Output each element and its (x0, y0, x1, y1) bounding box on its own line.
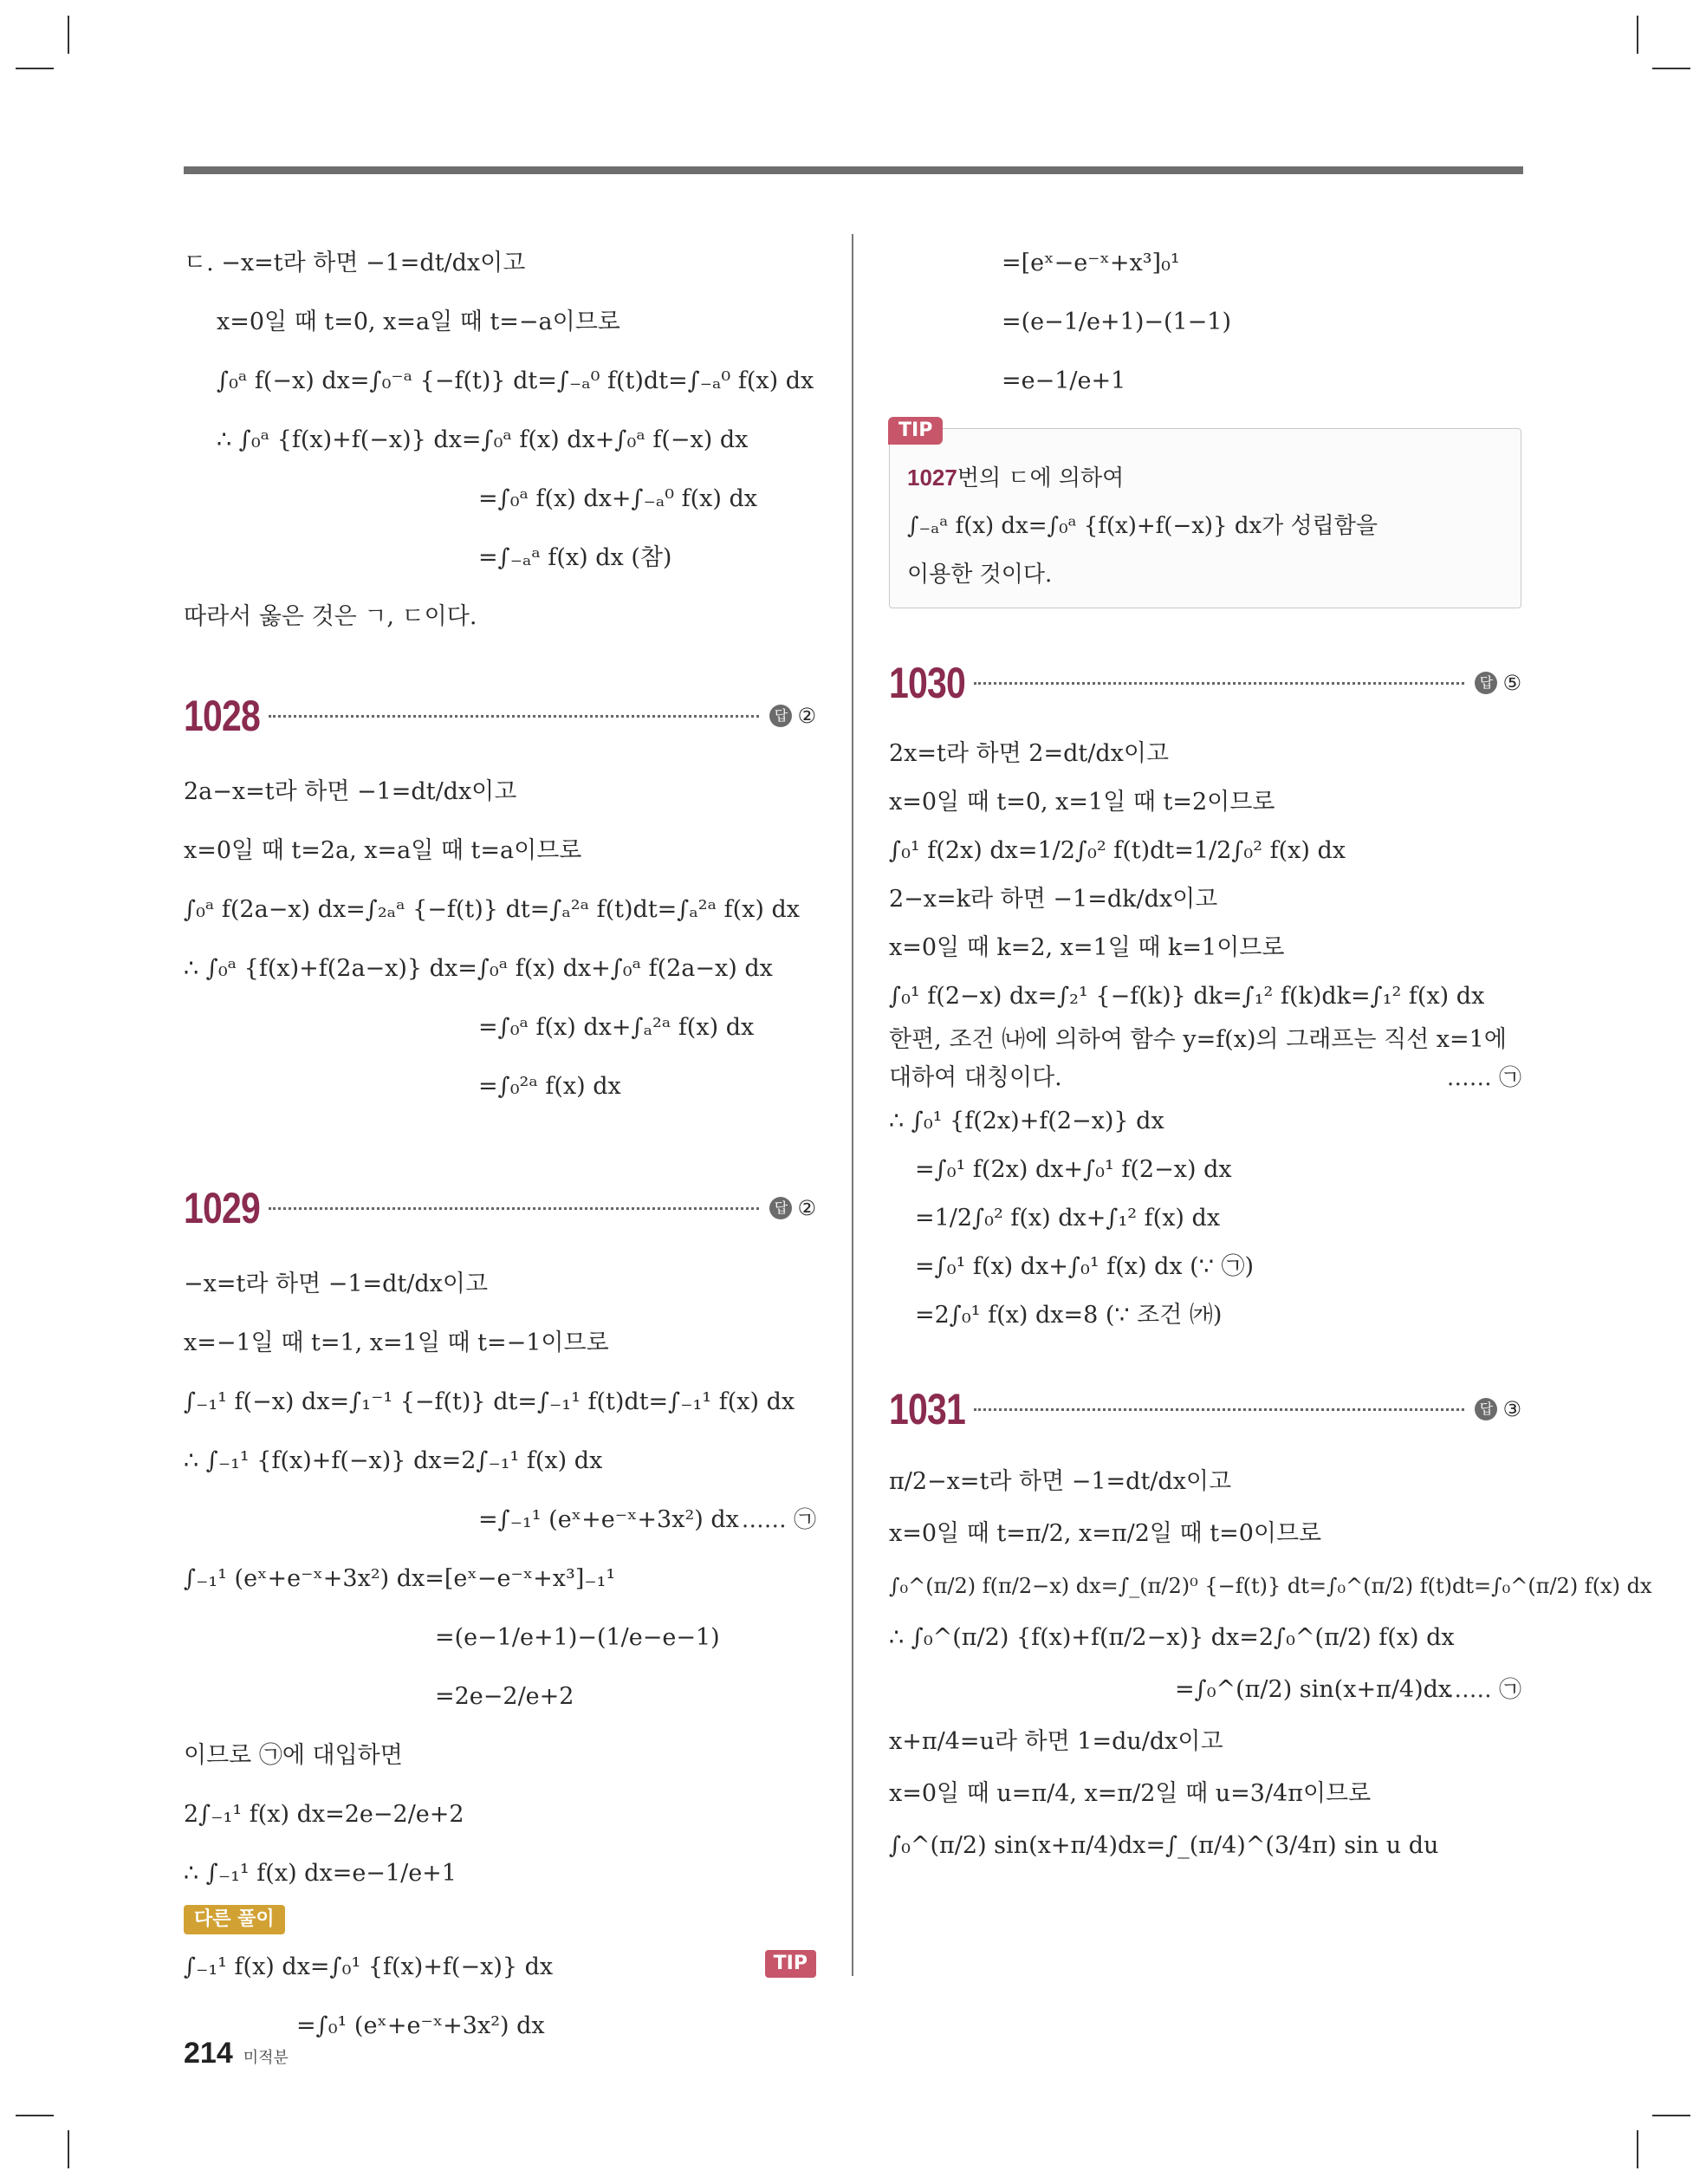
solution-line: x=0일 때 t=0, x=a일 때 t=−a이므로 (217, 309, 620, 335)
dotted-leader (974, 1408, 1464, 1411)
solution-line: =∫₀¹ f(x) dx+∫₀¹ f(x) dx (∵ ㉠) (915, 1253, 1255, 1280)
answer-value: ② (797, 1196, 816, 1220)
solution-line: =[eˣ−e⁻ˣ+x³]₀¹ (1002, 250, 1180, 276)
tip-line: 이용한 것이다. (907, 562, 1053, 588)
solution-line: ∫₀ᵃ f(2a−x) dx=∫₂ₐᵃ {−f(t)} dt=∫ₐ²ᵃ f(t)dt=∫ₐ²ᵃ f(x) dx (184, 896, 800, 923)
reference-mark: …… ㉠ (1446, 1677, 1521, 1703)
answer-value: ② (797, 704, 816, 728)
tip-line (907, 453, 1503, 502)
solution-line: ∫₀^(π/2) sin(x+π/4)dx=∫_(π/4)^(3/4π) sin u du (889, 1832, 1439, 1859)
alt-solution-badge: 다른 풀이 (184, 1905, 285, 1934)
solution-line: x=−1일 때 t=1, x=1일 때 t=−1이므로 (184, 1329, 609, 1356)
tip-text: 번의 ㄷ에 의하여 (957, 465, 1125, 491)
answer-icon: 답 (769, 1197, 792, 1219)
problem-header-1029 (184, 1177, 816, 1239)
answer-value: ③ (1502, 1397, 1521, 1421)
solution-line: 2x=t라 하면 2=dt/dx이고 (889, 740, 1169, 767)
left-column (184, 234, 816, 2056)
solution-line: ∴ ∫₀ᵃ {f(x)+f(−x)} dx=∫₀ᵃ f(x) dx+∫₀ᵃ f(−x) dx (217, 426, 749, 453)
crop-mark (68, 16, 69, 54)
reference-mark: …… ㉠ (1446, 1065, 1521, 1091)
crop-mark (1637, 16, 1638, 54)
solution-line: =∫₀²ᵃ f(x) dx (478, 1073, 621, 1100)
tip-badge: TIP (888, 417, 943, 445)
solution-line: ㄷ. −x=t라 하면 −1=dt/dx이고 (184, 250, 526, 276)
equation-text: ∫₋₁¹ f(x) dx=∫₀¹ {f(x)+f(−x)} dx (184, 1953, 554, 1980)
solution-line: 2a−x=t라 하면 −1=dt/dx이고 (184, 778, 517, 805)
crop-mark (16, 2115, 54, 2116)
solution-line: ∴ ∫₀¹ {f(2x)+f(2−x)} dx (889, 1108, 1164, 1134)
column-divider (852, 234, 853, 1976)
equation-text: =∫₀^(π/2) sin(x+π/4)dx (1175, 1676, 1452, 1703)
solution-line: ∫₀¹ f(2x) dx=1/2∫₀² f(t)dt=1/2∫₀² f(x) dx (889, 837, 1346, 864)
solution-line: x=0일 때 t=0, x=1일 때 t=2이므로 (889, 789, 1275, 816)
solution-line: x+π/4=u라 하면 1=du/dx이고 (889, 1728, 1223, 1755)
solution-line: x=0일 때 k=2, x=1일 때 k=1이므로 (889, 934, 1285, 961)
tip-reference: 1027 (907, 465, 957, 491)
solution-line: ∴ ∫₀ᵃ {f(x)+f(2a−x)} dx=∫₀ᵃ f(x) dx+∫₀ᵃ f(2a−x) dx (184, 955, 773, 982)
crop-mark (16, 68, 54, 69)
answer-value: ⑤ (1502, 671, 1521, 695)
solution-line: =∫₋ₐᵃ f(x) dx (참) (478, 544, 672, 571)
solution-line: =∫₀¹ (eˣ+e⁻ˣ+3x²) dx (296, 2012, 545, 2039)
solution-line (889, 1059, 1521, 1097)
tip-line: ∫₋ₐᵃ f(x) dx=∫₀ᵃ {f(x)+f(−x)} dx가 성립함을 (907, 513, 1378, 539)
solution-line: ∫₋₁¹ f(−x) dx=∫₁⁻¹ {−f(t)} dt=∫₋₁¹ f(t)dt=∫₋₁¹ f(x) dx (184, 1388, 795, 1415)
solution-line: 따라서 옳은 것은 ㄱ, ㄷ이다. (184, 603, 477, 630)
solution-line: 이므로 ㉠에 대입하면 (184, 1742, 403, 1769)
alt-solution-header (184, 1903, 816, 1938)
solution-line: ∴ ∫₋₁¹ f(x) dx=e−1/e+1 (184, 1860, 457, 1887)
tip-tag: TIP (765, 1950, 816, 1978)
answer-icon: 답 (769, 705, 792, 727)
crop-mark (1637, 2130, 1638, 2168)
problem-number: 1030 (889, 659, 965, 707)
problem-header-1031 (889, 1378, 1521, 1440)
reference-mark: …… ㉠ (741, 1507, 816, 1533)
problem-number: 1031 (889, 1385, 965, 1433)
dotted-leader (974, 682, 1464, 685)
problem-header-1030 (889, 652, 1521, 714)
equation-text: =∫₋₁¹ (eˣ+e⁻ˣ+3x²) dx (478, 1506, 739, 1533)
solution-line: =∫₀ᵃ f(x) dx+∫₋ₐ⁰ f(x) dx (478, 485, 758, 512)
crop-mark (1652, 2115, 1690, 2116)
header-rule (184, 166, 1523, 174)
solution-line: 2−x=k라 하면 −1=dk/dx이고 (889, 886, 1218, 913)
section-name: 미적분 (243, 2049, 289, 2067)
problem-header-1028 (184, 685, 816, 747)
solution-line: x=0일 때 t=π/2, x=π/2일 때 t=0이므로 (889, 1520, 1322, 1547)
answer-icon: 답 (1475, 672, 1497, 694)
right-column (889, 234, 1652, 1872)
solution-line: 2∫₋₁¹ f(x) dx=2e−2/e+2 (184, 1801, 464, 1828)
solution-line: ∫₀¹ f(2−x) dx=∫₂¹ {−f(k)} dk=∫₁² f(k)dk=∫₁² f(x) dx (889, 983, 1485, 1010)
solution-line (889, 1664, 1521, 1716)
equation-text: 대하여 대칭이다. (889, 1064, 1062, 1091)
solution-line: x=0일 때 u=π/4, x=π/2일 때 u=3/4π이므로 (889, 1780, 1372, 1807)
solution-line: =1/2∫₀² f(x) dx+∫₁² f(x) dx (915, 1205, 1221, 1232)
answer-icon: 답 (1475, 1398, 1497, 1420)
solution-line: ∴ ∫₋₁¹ {f(x)+f(−x)} dx=2∫₋₁¹ f(x) dx (184, 1447, 603, 1474)
dotted-leader (269, 1207, 759, 1210)
dotted-leader (269, 715, 759, 718)
solution-line: ∫₀^(π/2) f(π/2−x) dx=∫_(π/2)⁰ {−f(t)} dt=∫₀^(π/2) f(t)dt=∫₀^(π/2) f(x) dx (889, 1574, 1652, 1598)
crop-mark (1652, 68, 1690, 69)
solution-line: ∫₀ᵃ f(−x) dx=∫₀⁻ᵃ {−f(t)} dt=∫₋ₐ⁰ f(t)dt=∫₋ₐ⁰ f(x) dx (217, 367, 814, 394)
solution-line: =e−1/e+1 (1002, 367, 1126, 394)
solution-line: 한편, 조건 ㈏에 의하여 함수 y=f(x)의 그래프는 직선 x=1에 (889, 1026, 1507, 1053)
solution-line: x=0일 때 t=2a, x=a일 때 t=a이므로 (184, 837, 582, 864)
solution-line: =(e−1/e+1)−(1/e−e−1) (435, 1624, 720, 1651)
solution-line: ∫₋₁¹ (eˣ+e⁻ˣ+3x²) dx=[eˣ−e⁻ˣ+x³]₋₁¹ (184, 1565, 616, 1592)
tip-box (889, 419, 1521, 608)
page-footer (184, 2037, 289, 2070)
solution-line: ∴ ∫₀^(π/2) {f(x)+f(π/2−x)} dx=2∫₀^(π/2) f(x) dx (889, 1624, 1455, 1651)
solution-line (184, 1938, 816, 1997)
problem-number: 1029 (184, 1184, 260, 1232)
solution-line: =(e−1/e+1)−(1−1) (1002, 309, 1232, 335)
problem-number: 1028 (184, 692, 260, 740)
solution-line (184, 1491, 816, 1550)
solution-line: =∫₀¹ f(2x) dx+∫₀¹ f(2−x) dx (915, 1156, 1232, 1183)
crop-mark (68, 2130, 69, 2168)
page-number: 214 (184, 2037, 233, 2070)
solution-line: =2e−2/e+2 (435, 1683, 574, 1710)
solution-line: −x=t라 하면 −1=dt/dx이고 (184, 1271, 489, 1297)
solution-line: π/2−x=t라 하면 −1=dt/dx이고 (889, 1468, 1232, 1495)
solution-line: =2∫₀¹ f(x) dx=8 (∵ 조건 ㈎) (915, 1302, 1223, 1329)
solution-line: =∫₀ᵃ f(x) dx+∫ₐ²ᵃ f(x) dx (478, 1014, 755, 1041)
